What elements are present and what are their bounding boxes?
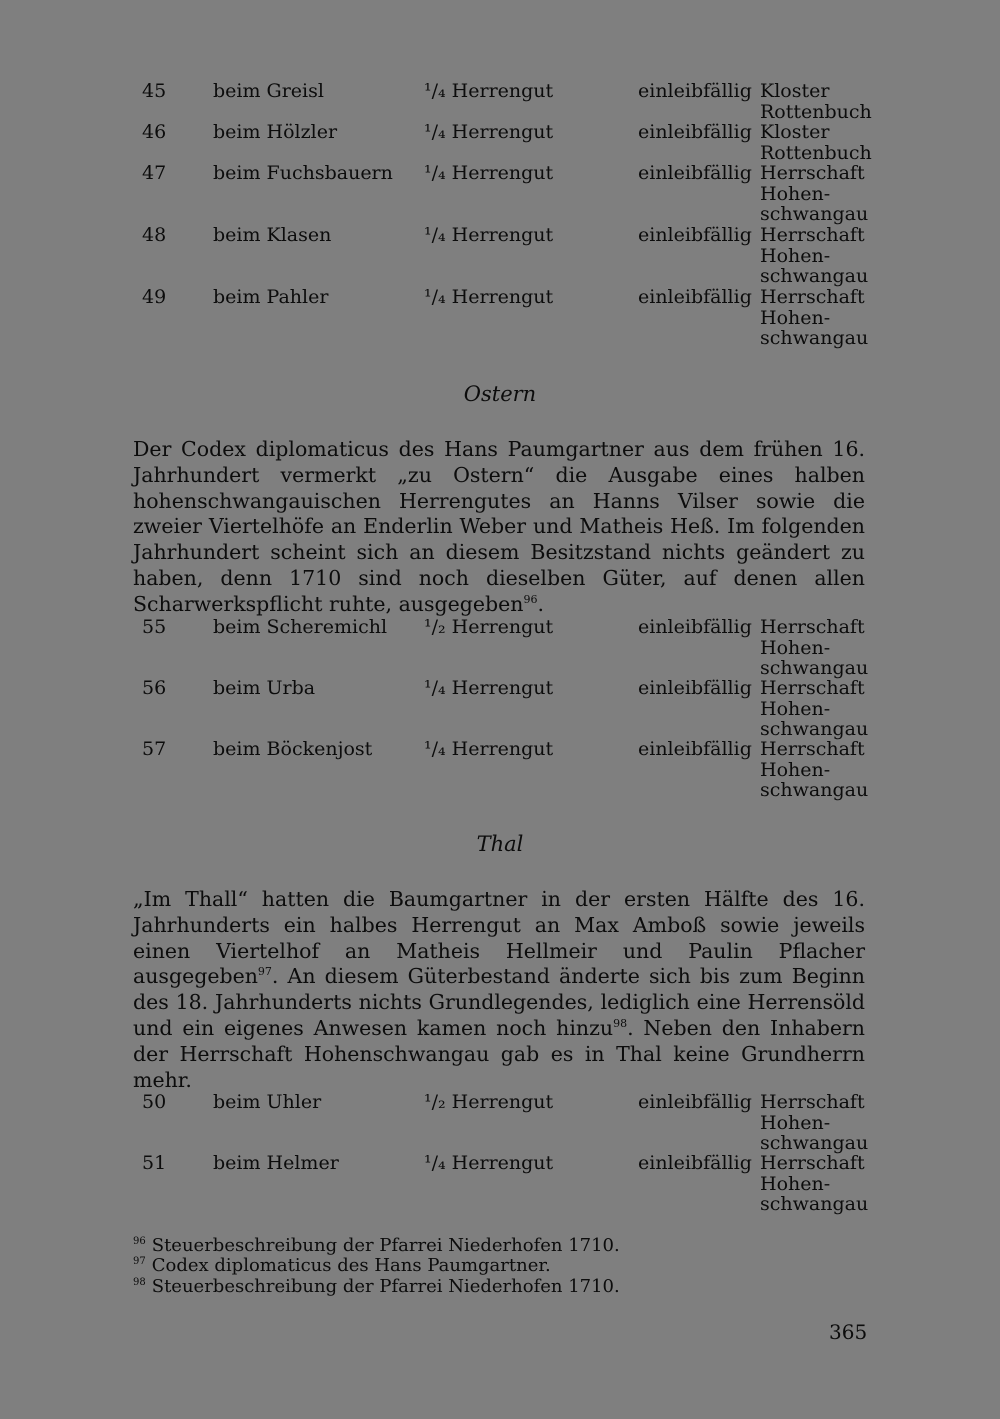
paragraph-text: „Im Thall“ hatten die Baumgartner in der ersten Hälfte des 16. Jahrhunderts ein halbes Herrengut an Max Amboß sowie jeweils einen Viertelhof an Matheis Hellmeir und Paulin Pflacher ausgegeben (133, 887, 865, 989)
paragraph-text: . An diesem Güterbestand änderte sich bis zum Beginn des 18. Jahrhunderts nichts Grundlegendes, lediglich eine Herrensöld und ein eigenes Anwesen kamen noch hinzu (133, 964, 865, 1040)
footnote (133, 1277, 833, 1297)
entry-type: ¹/₄ Herrengut (424, 224, 554, 246)
entry-number: 50 (142, 1091, 167, 1113)
entry-status: einleibfällig (638, 738, 752, 760)
entry-name: beim Uhler (213, 1091, 322, 1113)
entry-owner: Herrschaft Hohen- schwangau (760, 1091, 869, 1155)
entry-status: einleibfällig (638, 162, 752, 184)
entry-number: 49 (142, 286, 167, 308)
entry-name: beim Klasen (213, 224, 332, 246)
entry-name: beim Fuchsbauern (213, 162, 393, 184)
entry-status: einleibfällig (638, 80, 752, 102)
footnote-ref: 96 (523, 592, 538, 606)
section-heading-thal: Thal (476, 832, 524, 856)
entry-status: einleibfällig (638, 121, 752, 143)
paragraph-text: Der Codex diplomaticus des Hans Paumgartner aus dem frühen 16. Jahrhundert vermerkt „zu Ostern“ die Ausgabe eines halben hohenschwangauischen Herrengutes an Hanns Vilser sowie die zweier Viertelhöfe an Enderlin Weber und Matheis Heß. Im folgenden Jahrhundert scheint sich an diesem Besitzstand nichts geändert zu haben, denn 1710 sind noch dieselben Güter, auf denen allen Scharwerkspflicht ruhte, ausgegeben (133, 437, 865, 616)
entry-owner: Kloster Rottenbuch (760, 121, 872, 164)
entry-owner: Herrschaft Hohen- schwangau (760, 677, 869, 741)
footnote-mark: 98 (133, 1276, 146, 1288)
footnote-mark: 96 (133, 1236, 146, 1247)
entry-status: einleibfällig (638, 677, 752, 699)
footnote-mark: 97 (133, 1256, 146, 1268)
entry-owner: Herrschaft Hohen- schwangau (760, 1152, 869, 1216)
entry-owner: Herrschaft Hohen- schwangau (760, 162, 869, 226)
footnotes (133, 1236, 833, 1297)
entry-type: ¹/₄ Herrengut (424, 738, 554, 760)
entry-owner: Herrschaft Hohen- schwangau (760, 738, 869, 802)
footnote-text: Codex diplomaticus des Hans Paumgartner. (151, 1255, 551, 1277)
entry-status: einleibfällig (638, 286, 752, 308)
paragraph-thal (133, 887, 865, 1093)
page-number: 365 (829, 1320, 868, 1344)
entry-type: ¹/₄ Herrengut (424, 80, 554, 102)
footnote-ref: 97 (257, 965, 272, 979)
entry-type: ¹/₂ Herrengut (424, 1091, 554, 1113)
entry-number: 55 (142, 616, 167, 638)
entry-type: ¹/₄ Herrengut (424, 162, 554, 184)
section-heading-ostern: Ostern (463, 382, 537, 406)
entry-name: beim Scheremichl (213, 616, 388, 638)
footnote-ref: 98 (613, 1017, 628, 1031)
paragraph-text: . Neben den Inhabern der Herrschaft Hohenschwangau gab es in Thal keine Grundherrn mehr. (133, 1015, 865, 1092)
entry-name: beim Pahler (213, 286, 329, 308)
entry-type: ¹/₄ Herrengut (424, 286, 554, 308)
entry-number: 48 (142, 224, 167, 246)
entry-type: ¹/₄ Herrengut (424, 677, 554, 699)
entry-number: 51 (142, 1152, 167, 1174)
entry-number: 46 (142, 121, 167, 143)
paragraph-text: . (537, 591, 545, 616)
entry-name: beim Böckenjost (213, 738, 373, 760)
entry-status: einleibfällig (638, 616, 752, 638)
entry-type: ¹/₄ Herrengut (424, 1152, 554, 1174)
entry-status: einleibfällig (638, 1152, 752, 1174)
entry-name: beim Hölzler (213, 121, 338, 143)
entry-owner: Kloster Rottenbuch (760, 80, 872, 123)
entry-number: 45 (142, 80, 167, 102)
entry-number: 47 (142, 162, 167, 184)
entry-owner: Herrschaft Hohen- schwangau (760, 224, 869, 288)
footnote (133, 1236, 833, 1256)
entry-number: 56 (142, 677, 167, 699)
entry-type: ¹/₄ Herrengut (424, 121, 554, 143)
entry-status: einleibfällig (638, 1091, 752, 1113)
footnote-text: Steuerbeschreibung der Pfarrei Niederhofen 1710. (151, 1275, 620, 1297)
entry-status: einleibfällig (638, 224, 752, 246)
entry-name: beim Greisl (213, 80, 324, 102)
footnote (133, 1256, 833, 1276)
entry-owner: Herrschaft Hohen- schwangau (760, 286, 869, 350)
entry-name: beim Urba (213, 677, 316, 699)
paragraph-ostern (133, 437, 865, 618)
footnote-text: Steuerbeschreibung der Pfarrei Niederhofen 1710. (151, 1235, 620, 1256)
entry-name: beim Helmer (213, 1152, 339, 1174)
entry-number: 57 (142, 738, 167, 760)
entry-owner: Herrschaft Hohen- schwangau (760, 616, 869, 680)
entry-type: ¹/₂ Herrengut (424, 616, 554, 638)
